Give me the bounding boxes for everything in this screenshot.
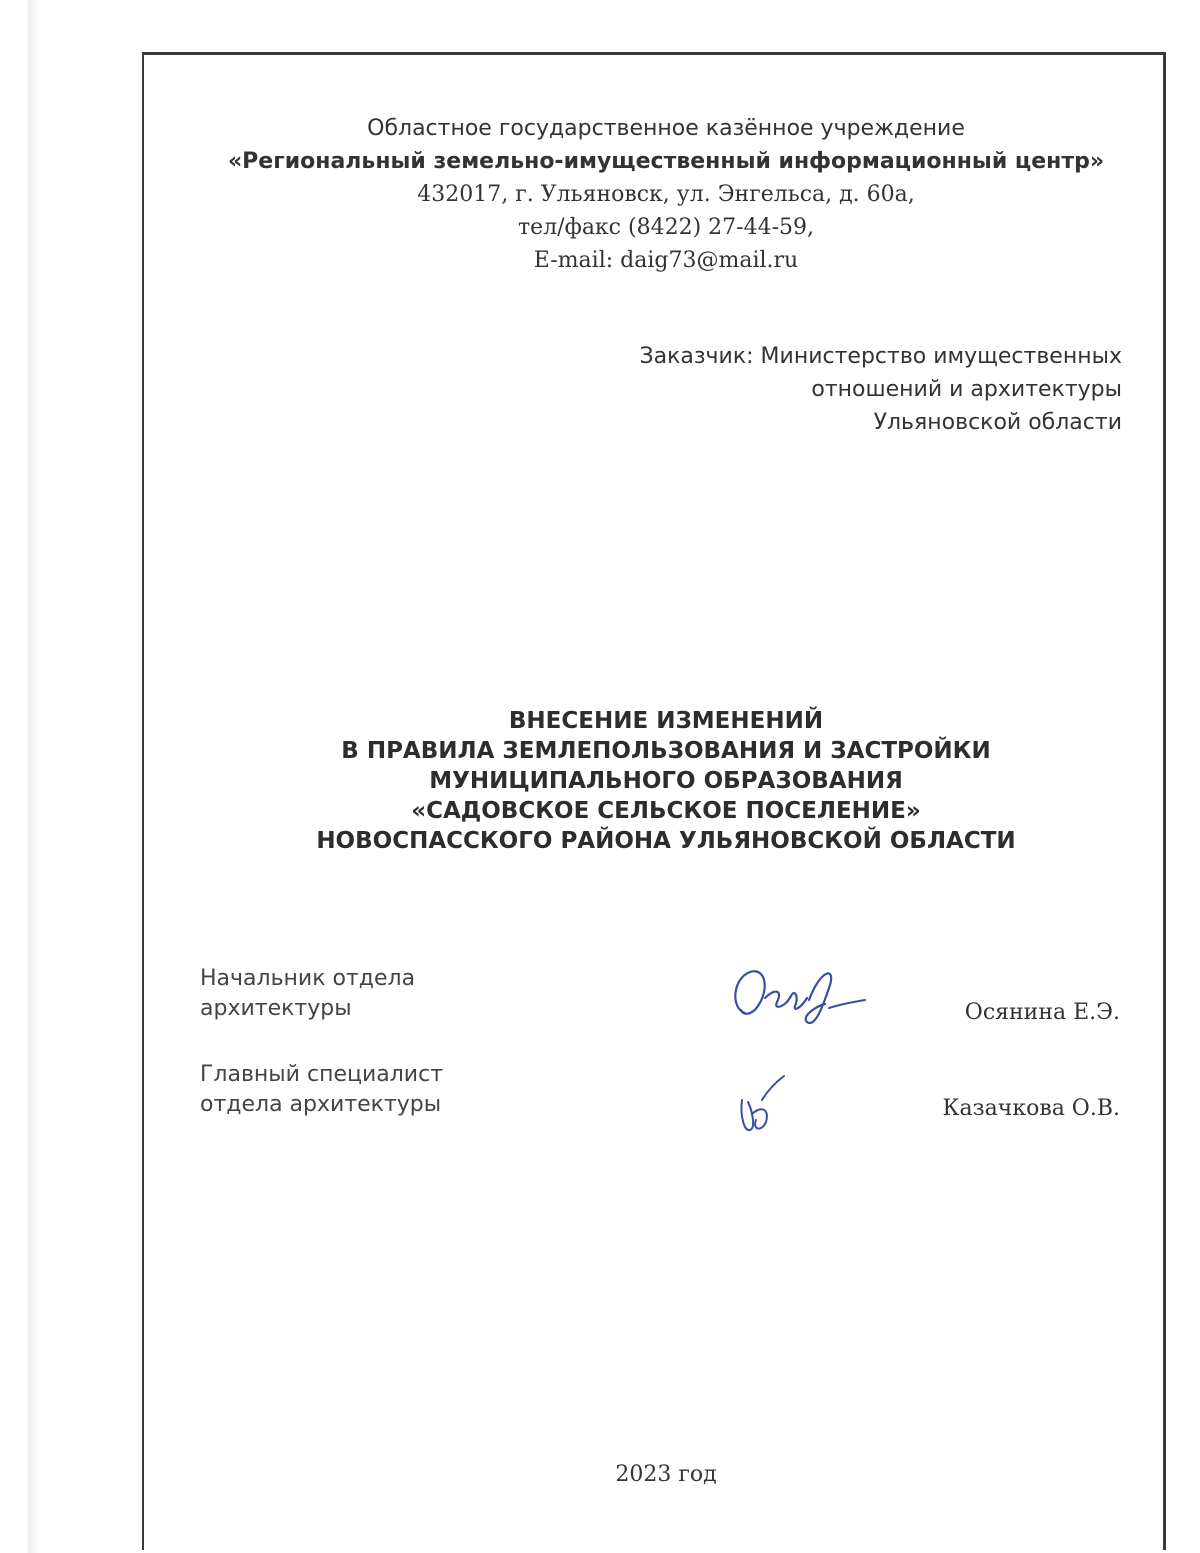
signatory-row (200, 1060, 1120, 1130)
org-line-1: Областное государственное казённое учреждение (367, 116, 965, 141)
title-line-5: НОВОСПАССКОГО РАЙОНА УЛЬЯНОВСКОЙ ОБЛАСТИ (316, 828, 1016, 854)
document-year: 2023 год (615, 1462, 717, 1487)
signatory-row (200, 964, 1120, 1034)
signatory-position (200, 1060, 443, 1120)
org-address: 432017, г. Ульяновск, ул. Энгельса, д. 60а, (417, 182, 915, 207)
signatory-name: Казачкова О.В. (942, 1096, 1120, 1121)
handwritten-initials-icon (730, 1070, 790, 1140)
title-line-2: В ПРАВИЛА ЗЕМЛЕПОЛЬЗОВАНИЯ И ЗАСТРОЙКИ (341, 738, 991, 764)
signatory-name: Осянина Е.Э. (964, 1000, 1120, 1025)
organization-header (142, 112, 1190, 277)
title-line-4: «САДОВСКОЕ СЕЛЬСКОЕ ПОСЕЛЕНИЕ» (411, 798, 921, 824)
position-line-2: архитектуры (200, 996, 352, 1021)
document-title (142, 706, 1190, 856)
customer-block (640, 340, 1123, 439)
org-line-2: «Региональный земельно-имущественный информационный центр» (227, 149, 1105, 174)
customer-line-2: отношений и архитектуры (811, 377, 1122, 402)
position-line-1: Начальник отдела (200, 966, 416, 991)
customer-line-1: Заказчик: Министерство имущественных (639, 344, 1122, 369)
signatory-position (200, 964, 415, 1024)
title-line-3: МУНИЦИПАЛЬНОГО ОБРАЗОВАНИЯ (429, 768, 903, 794)
position-line-1: Главный специалист (200, 1062, 444, 1087)
org-email: E-mail: daig73@mail.ru (533, 248, 799, 273)
org-phone: тел/факс (8422) 27-44-59, (518, 215, 814, 240)
title-line-1: ВНЕСЕНИЕ ИЗМЕНЕНИЙ (508, 708, 824, 734)
position-line-2: отдела архитектуры (200, 1092, 442, 1117)
handwritten-signature-icon (725, 958, 870, 1038)
customer-line-3: Ульяновской области (873, 410, 1122, 435)
scan-edge-shadow (28, 0, 40, 1553)
